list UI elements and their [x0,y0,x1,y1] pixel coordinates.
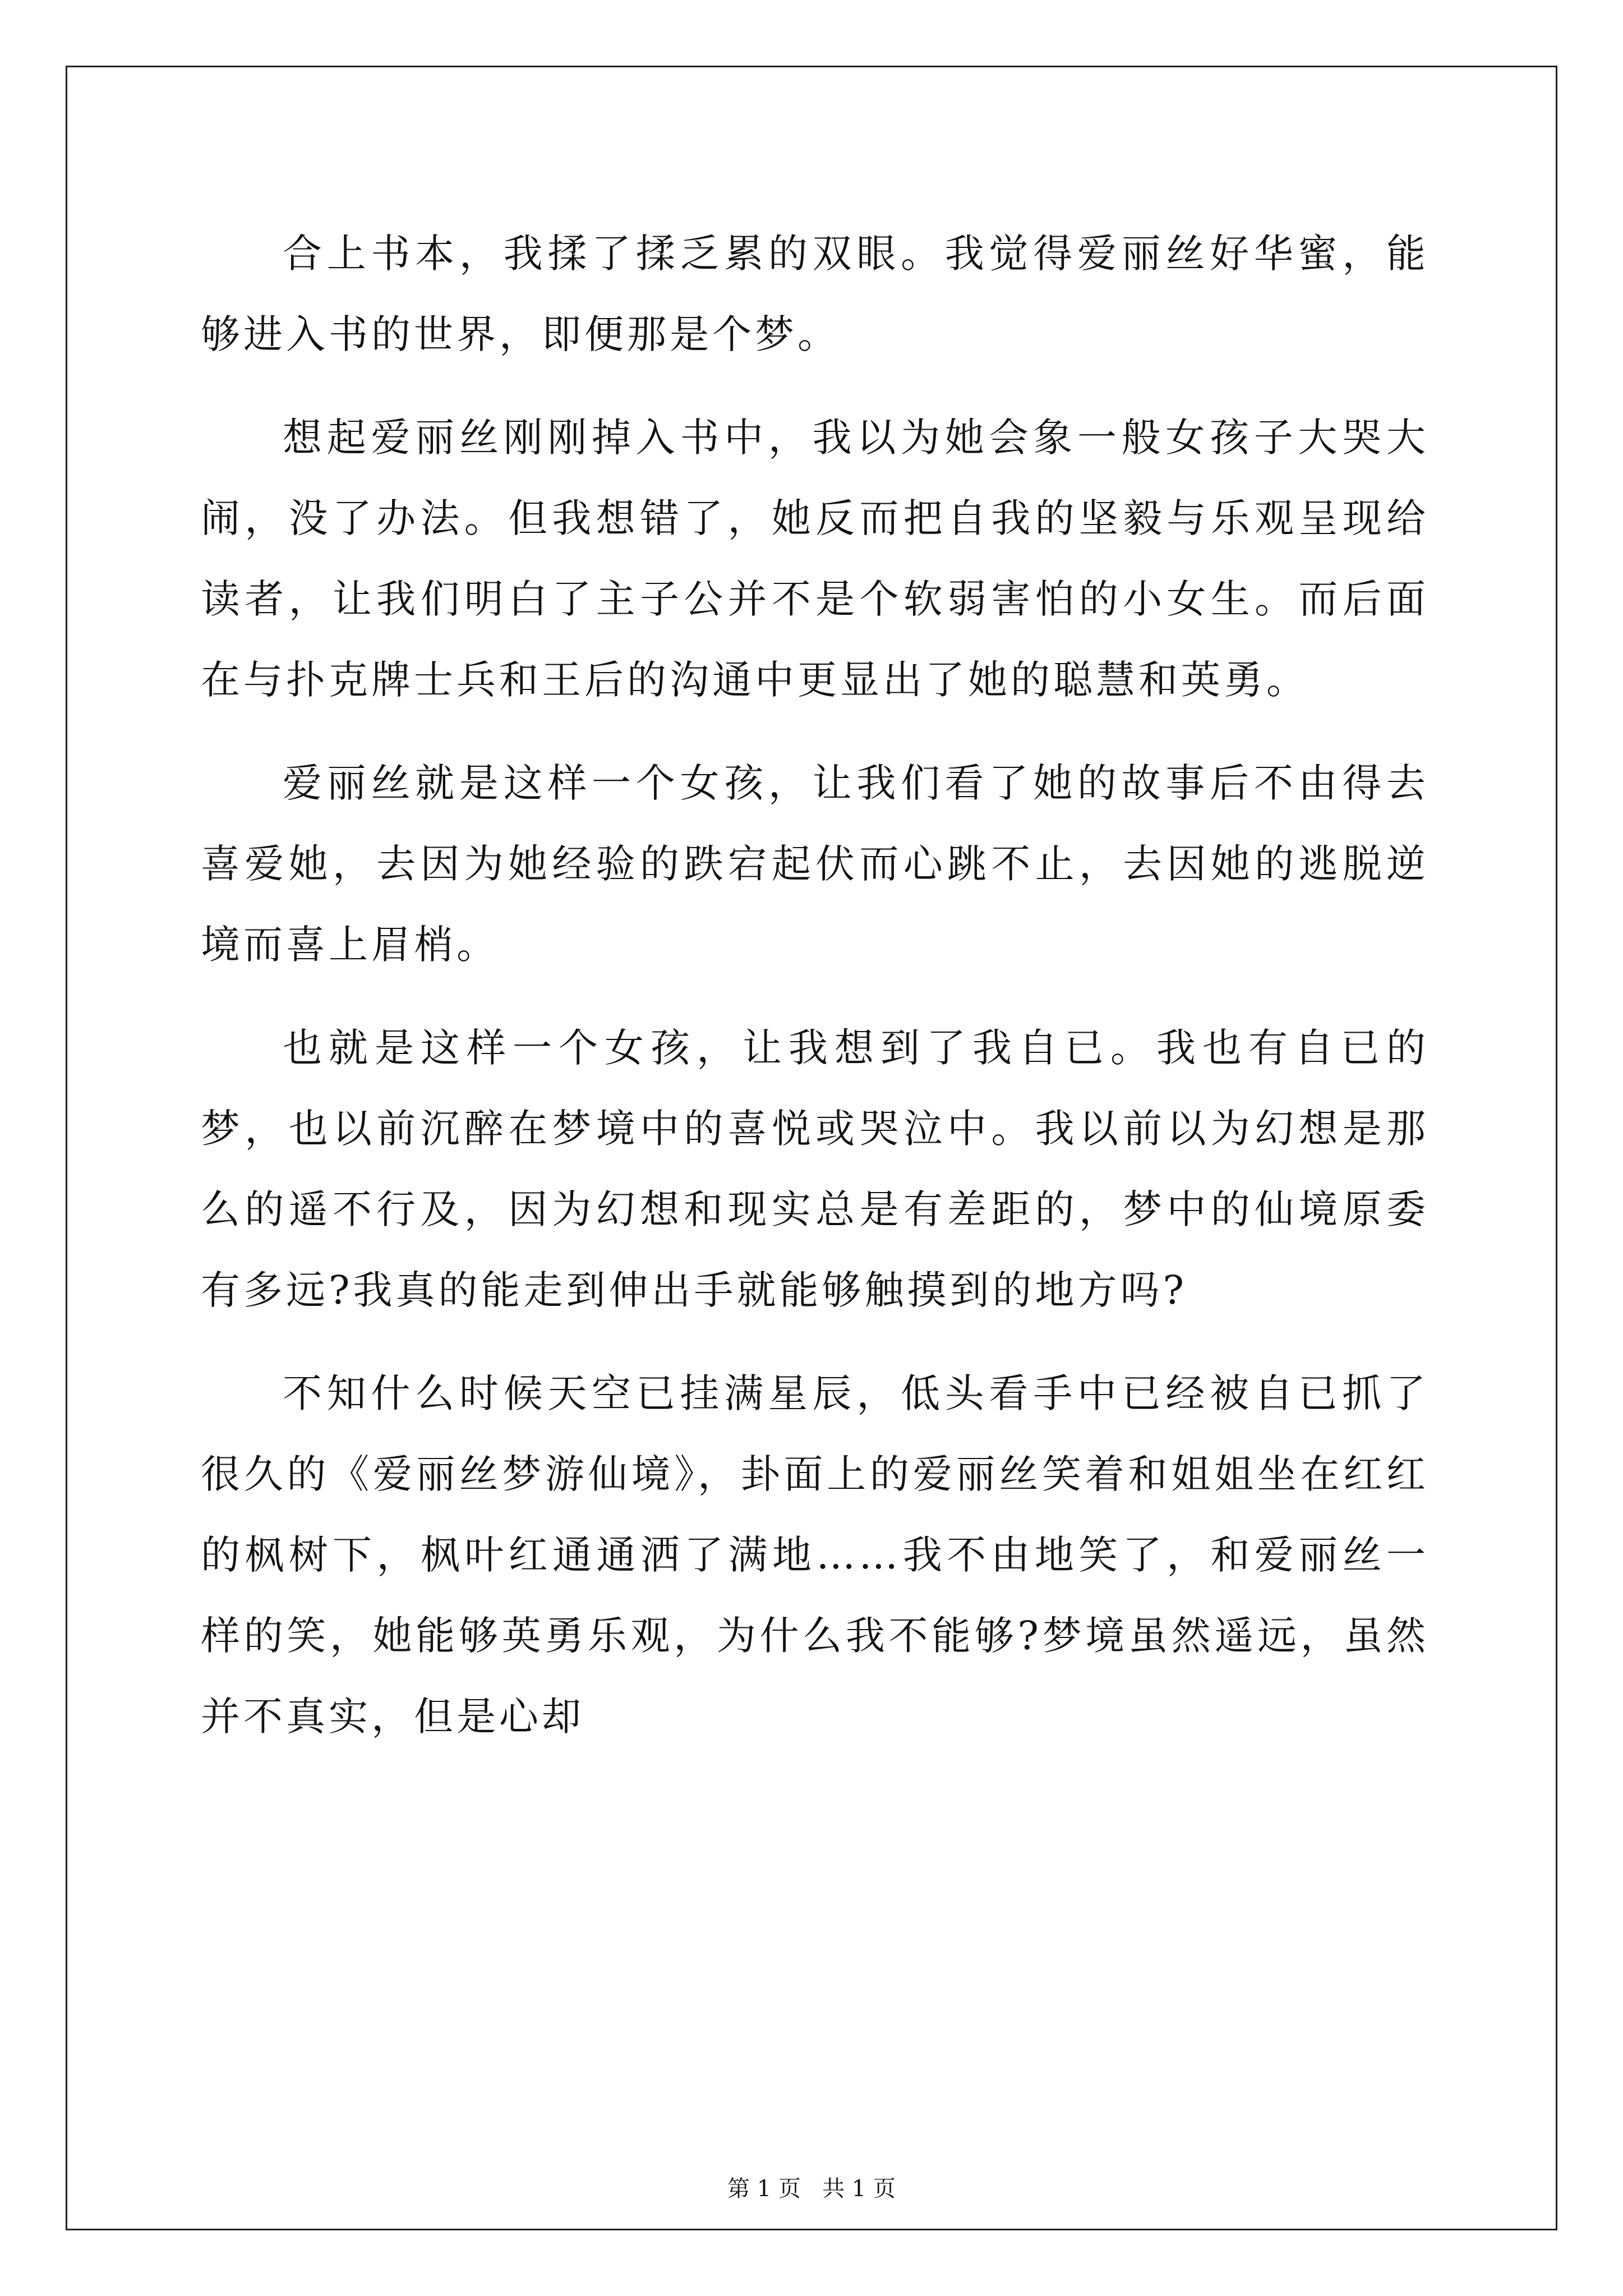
paragraph: 不知什么时候天空已挂满星辰，低头看手中已经被自已抓了很久的《爱丽丝梦游仙境》，卦面上的爱丽丝笑着和姐姐坐在红红的枫树下，枫叶红通通洒了满地……我不由地笑了，和爱丽丝一样的笑，她能够英勇乐观，为什么我不能够?梦境虽然遥远，虽然并不真实，但是心却 [201,1370,1429,1740]
paragraph: 也就是这样一个女孩，让我想到了我自已。我也有自已的梦，也以前沉醉在梦境中的喜悦或哭泣中。我以前以为幻想是那么的遥不行及，因为幻想和现实总是有差距的，梦中的仙境原委有多远?我真的能走到伸出手就能够触摸到的地方吗? [201,1025,1429,1313]
paragraph: 想起爱丽丝刚刚掉入书中，我以为她会象一般女孩子大哭大闹，没了办法。但我想错了，她反而把自我的坚毅与乐观呈现给读者，让我们明白了主子公并不是个软弱害怕的小女生。而后面在与扑克牌士兵和王后的沟通中更显出了她的聪慧和英勇。 [201,415,1429,703]
paragraph: 爱丽丝就是这样一个女孩，让我们看了她的故事后不由得去喜爱她，去因为她经验的跌宕起伏而心跳不止，去因她的逃脱逆境而喜上眉梢。 [201,760,1429,968]
document-body [201,213,1429,1779]
page-footer: 第 1 页 共 1 页 [727,2176,896,2202]
paragraph: 合上书本，我揉了揉乏累的双眼。我觉得爱丽丝好华蜜，能够进入书的世界，即便那是个梦。 [201,231,1429,357]
